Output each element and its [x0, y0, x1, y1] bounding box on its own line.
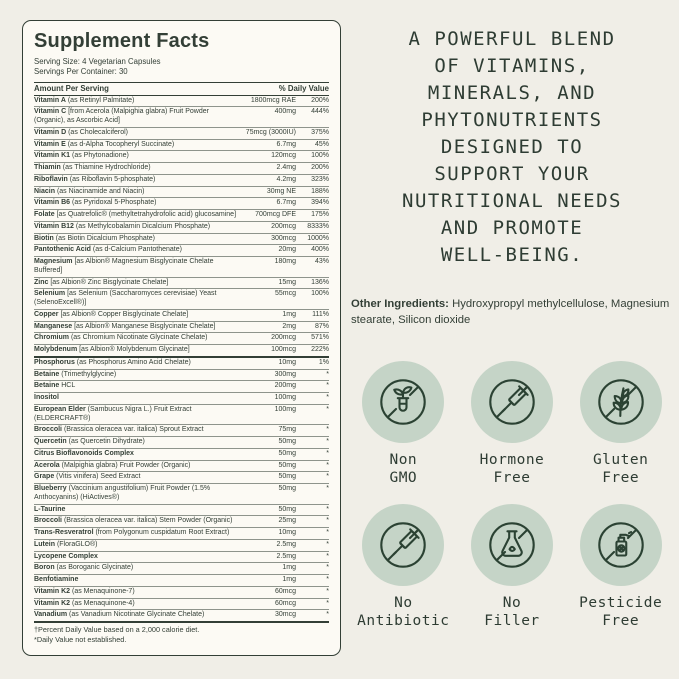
- table-row: [34, 127, 329, 139]
- table-row: [34, 356, 329, 369]
- ingredient-daily-value: 200%: [311, 96, 329, 104]
- ingredient-name: Thiamin (as Thiamine Hydrochloride): [34, 164, 151, 172]
- table-row: [34, 424, 329, 436]
- ingredient-name: Broccoli (Brassica oleracea var. italica) Stem Powder (Organic): [34, 517, 233, 525]
- table-row: [34, 539, 329, 551]
- badge-label: Hormone Free: [479, 451, 545, 487]
- ingredient-amount: 60mcg: [274, 587, 296, 595]
- ingredient-amount: 25mg: [278, 517, 296, 525]
- ingredient-amount: 30mg NE: [266, 187, 296, 195]
- ingredient-amount: 15mg: [278, 278, 296, 286]
- table-header: [34, 82, 329, 96]
- ingredient-amount: 4.2mg: [276, 175, 296, 183]
- ingredient-amount: 1mg: [282, 576, 296, 584]
- wheat-icon: [580, 361, 662, 443]
- ingredient-name: Quercetin (as Quercetin Dihydrate): [34, 438, 145, 446]
- table-row: [34, 448, 329, 460]
- table-row: [34, 106, 329, 127]
- other-ingredients-text: Hydroxypropyl methylcellulose, Magnesium stearate, Silicon dioxide: [351, 297, 670, 326]
- footnote-not-established: *Daily Value not established.: [34, 634, 127, 644]
- ingredient-amount: 300mg: [274, 370, 296, 378]
- ingredient-amount: 1mg: [282, 564, 296, 572]
- ingredient-name: Grape (Vitis vinifera) Seed Extract: [34, 473, 141, 481]
- table-row: [34, 277, 329, 289]
- headline-line: MINERALS, AND: [427, 81, 597, 104]
- table-row: [34, 309, 329, 321]
- table-row: [34, 197, 329, 209]
- ingredient-daily-value: 100%: [311, 290, 329, 298]
- ingredient-amount: 300mcg: [271, 234, 296, 242]
- ingredient-name: Vitamin C [from Acerola (Malpighia glabra) Fruit Powder (Organic), as Ascorbic Acid]: [34, 108, 209, 125]
- ingredient-daily-value: 323%: [311, 175, 329, 183]
- headline-line: AND PROMOTE: [440, 216, 584, 239]
- ingredient-name: Lycopene Complex: [34, 552, 98, 560]
- table-row: [34, 586, 329, 598]
- table-row: [34, 483, 329, 504]
- ingredient-daily-value: 1000%: [307, 234, 329, 242]
- ingredient-name: Phosphorus (as Phosphorus Amino Acid Chelate): [34, 358, 191, 366]
- ingredient-name: Manganese [as Albion® Manganese Bisglycinate Chelate]: [34, 322, 216, 330]
- ingredient-amount: 200mcg: [271, 222, 296, 230]
- table-row: [34, 609, 329, 621]
- ingredient-name: Selenium [as Selenium (Saccharomyces cerevisiae) Yeast (SelenoExcell®)]: [34, 290, 217, 307]
- ingredient-daily-value: *: [326, 370, 329, 378]
- ingredient-amount: 50mg: [278, 438, 296, 446]
- ingredient-amount: 6.7mg: [276, 199, 296, 207]
- table-row: [34, 404, 329, 425]
- other-ingredients: [351, 296, 673, 328]
- headline-line: OF VITAMINS,: [434, 54, 590, 77]
- table-row: [34, 380, 329, 392]
- table-row: [34, 551, 329, 563]
- ingredient-amount: 2mg: [282, 322, 296, 330]
- ingredient-daily-value: *: [326, 438, 329, 446]
- ingredient-daily-value: *: [326, 517, 329, 525]
- spray-bottle-icon: [580, 504, 662, 586]
- ingredient-daily-value: 100%: [311, 152, 329, 160]
- ingredient-daily-value: *: [326, 394, 329, 402]
- badge-no-antibiotic: [357, 504, 449, 631]
- ingredient-name: Chromium (as Chromium Nicotinate Glycinate Chelate): [34, 334, 208, 342]
- footnote-daily-value: †Percent Daily Value based on a 2,000 calorie diet.: [34, 625, 200, 635]
- ingredient-daily-value: 444%: [311, 108, 329, 116]
- ingredient-amount: 55mcg: [274, 290, 296, 298]
- ingredient-amount: 10mg: [278, 529, 296, 537]
- ingredient-amount: 50mg: [278, 449, 296, 457]
- table-row: [34, 460, 329, 472]
- ingredient-amount: 200mg: [274, 382, 296, 390]
- table-row: [34, 162, 329, 174]
- ingredient-amount: 100mg: [274, 405, 296, 413]
- badge-grid: [349, 361, 675, 631]
- ingredient-amount: 75mcg (3000IU): [245, 128, 296, 136]
- ingredient-amount: 6.7mg: [276, 140, 296, 148]
- flask-icon: [471, 504, 553, 586]
- table-row: [34, 527, 329, 539]
- ingredient-name: Betaine (Trimethylglycine): [34, 370, 117, 378]
- table-row: [34, 574, 329, 586]
- badge-no-filler: [471, 504, 553, 631]
- ingredient-amount: 2.5mg: [276, 552, 296, 560]
- ingredient-name: Acerola (Malpighia glabra) Fruit Powder (Organic): [34, 461, 191, 469]
- ingredient-daily-value: *: [326, 611, 329, 619]
- ingredient-amount: 1mg: [282, 310, 296, 318]
- ingredient-name: Trans-Resveratrol (from Polygonum cuspidatum Root Extract): [34, 529, 230, 537]
- table-row: [34, 186, 329, 198]
- table-row: [34, 369, 329, 381]
- ingredient-amount: 100mcg: [271, 346, 296, 354]
- ingredient-name: Lutein (FloraGLO®): [34, 540, 98, 548]
- ingredient-daily-value: 1%: [318, 358, 329, 366]
- ingredient-name: Vitamin K1 (as Phytonadione): [34, 152, 129, 160]
- ingredient-amount: 400mg: [274, 108, 296, 116]
- ingredient-amount: 700mcg DFE: [255, 211, 296, 219]
- ingredient-daily-value: 400%: [311, 246, 329, 254]
- ingredient-name: Vitamin B6 (as Pyridoxal 5-Phosphate): [34, 199, 157, 207]
- ingredient-amount: 50mg: [278, 461, 296, 469]
- table-row: [34, 244, 329, 256]
- ingredient-name: Vitamin K2 (as Menaquinone-7): [34, 587, 135, 595]
- table-row: [34, 233, 329, 245]
- ingredient-daily-value: 45%: [314, 140, 329, 148]
- ingredient-amount: 1800mcg RAE: [250, 96, 296, 104]
- other-ingredients-label: Other Ingredients:: [351, 297, 449, 310]
- ingredient-daily-value: *: [326, 485, 329, 493]
- ingredient-name: Vitamin D (as Cholecalciferol): [34, 128, 129, 136]
- table-row: [34, 515, 329, 527]
- badge-label: No Antibiotic: [357, 594, 450, 630]
- ingredient-name: Benfotiamine: [34, 576, 79, 584]
- headline-line: WELL-BEING.: [440, 243, 584, 266]
- ingredient-daily-value: *: [326, 587, 329, 595]
- ingredient-daily-value: 136%: [311, 278, 329, 286]
- table-row: [34, 344, 329, 356]
- ingredient-name: Citrus Bioflavonoids Complex: [34, 449, 134, 457]
- ingredient-name: Betaine HCL: [34, 382, 76, 390]
- headline-line: A POWERFUL BLEND: [408, 28, 616, 50]
- ingredient-daily-value: 200%: [311, 164, 329, 172]
- table-row: [34, 471, 329, 483]
- table-row: [34, 221, 329, 233]
- ingredient-amount: 20mg: [278, 246, 296, 254]
- ingredient-amount: 120mcg: [271, 152, 296, 160]
- table-row: [34, 174, 329, 186]
- ingredient-amount: 10mg: [278, 358, 296, 366]
- ingredient-amount: 50mg: [278, 473, 296, 481]
- ingredient-name: Copper [as Albion® Copper Bisglycinate Chelate]: [34, 310, 189, 318]
- ingredient-daily-value: 87%: [314, 322, 329, 330]
- ingredient-daily-value: *: [326, 505, 329, 513]
- ingredient-daily-value: 43%: [314, 258, 329, 266]
- ingredient-name: Vitamin K2 (as Menaquinone-4): [34, 599, 135, 607]
- ingredient-daily-value: *: [326, 529, 329, 537]
- ingredient-amount: 180mg: [274, 258, 296, 266]
- servings-per-container: Servings Per Container: 30: [34, 67, 128, 77]
- ingredient-amount: 50mg: [278, 485, 296, 493]
- ingredient-name: European Elder (Sambucus Nigra L.) Fruit Extract (ELDERCRAFT®): [34, 405, 192, 422]
- ingredient-name: Biotin (as Biotin Dicalcium Phosphate): [34, 234, 155, 242]
- badge-non-gmo: [362, 361, 444, 488]
- ingredient-amount: 2.4mg: [276, 164, 296, 172]
- ingredient-daily-value: 175%: [311, 211, 329, 219]
- ingredient-name: Vanadium (as Vanadium Nicotinate Glycinate Chelate): [34, 611, 205, 619]
- badge-gluten-free: [580, 361, 662, 488]
- headline-line: PHYTONUTRIENTS: [421, 108, 603, 131]
- ingredient-name: Riboflavin (as Riboflavin 5-phosphate): [34, 175, 156, 183]
- badge-pesticide-free: [579, 504, 662, 631]
- ingredient-amount: 60mcg: [274, 599, 296, 607]
- supplement-facts-panel: [22, 20, 341, 656]
- serving-size: Serving Size: 4 Vegetarian Capsules: [34, 57, 161, 66]
- table-row: [34, 598, 329, 610]
- table-row: [34, 139, 329, 151]
- ingredient-name: Boron (as Boroganic Glycinate): [34, 564, 134, 572]
- ingredient-daily-value: 8333%: [307, 222, 329, 230]
- ingredient-daily-value: *: [326, 564, 329, 572]
- supplement-rows: [34, 96, 329, 622]
- ingredient-name: Vitamin E (as d-Alpha Tocopheryl Succinate): [34, 140, 175, 148]
- badge-label: No Filler: [484, 594, 540, 630]
- table-row: [34, 562, 329, 574]
- ingredient-name: Vitamin A (as Retinyl Palmitate): [34, 96, 135, 104]
- ingredient-daily-value: *: [326, 461, 329, 469]
- ingredient-amount: 50mg: [278, 505, 296, 513]
- ingredient-daily-value: *: [326, 552, 329, 560]
- ingredient-name: Niacin (as Niacinamide and Niacin): [34, 187, 145, 195]
- headline-line: NUTRITIONAL NEEDS: [402, 189, 622, 212]
- syringe-icon: [362, 504, 444, 586]
- badge-label: Pesticide Free: [579, 594, 663, 630]
- table-row: [34, 436, 329, 448]
- ingredient-name: Molybdenum [as Albion® Molybdenum Glycinate]: [34, 346, 190, 354]
- ingredient-name: Broccoli (Brassica oleracea var. italica) Sprout Extract: [34, 426, 204, 434]
- headline-line: SUPPORT YOUR: [434, 162, 590, 185]
- ingredient-daily-value: 394%: [311, 199, 329, 207]
- syringe-icon: [471, 361, 553, 443]
- ingredient-daily-value: *: [326, 540, 329, 548]
- ingredient-daily-value: *: [326, 576, 329, 584]
- badge-hormone-free: [471, 361, 553, 488]
- table-row: [34, 150, 329, 162]
- ingredient-name: Vitamin B12 (as Methylcobalamin Dicalcium Phosphate): [34, 222, 211, 230]
- ingredient-daily-value: *: [326, 473, 329, 481]
- table-row: [34, 504, 329, 516]
- ingredient-daily-value: 111%: [312, 310, 329, 318]
- supplement-facts-title: Supplement Facts: [34, 30, 210, 52]
- column-amount-per-serving: Amount Per Serving: [34, 84, 109, 94]
- badge-label: Gluten Free: [592, 451, 649, 487]
- table-row: [34, 256, 329, 277]
- ingredient-amount: 75mg: [278, 426, 296, 434]
- ingredient-name: Magnesium [as Albion® Magnesium Bisglycinate Chelate Buffered]: [34, 258, 214, 274]
- table-row: [34, 288, 329, 309]
- ingredient-daily-value: *: [326, 426, 329, 434]
- headline: [349, 26, 675, 269]
- table-row: [34, 321, 329, 333]
- ingredient-daily-value: *: [326, 449, 329, 457]
- ingredient-daily-value: *: [326, 599, 329, 607]
- badge-label: Non GMO: [389, 451, 418, 487]
- column-daily-value: % Daily Value: [278, 84, 329, 94]
- ingredient-daily-value: *: [326, 382, 329, 390]
- ingredient-name: Pantothenic Acid (as d-Calcium Pantothenate): [34, 246, 182, 254]
- footnotes: [34, 621, 329, 644]
- ingredient-amount: 2.5mg: [276, 540, 296, 548]
- headline-line: DESIGNED TO: [440, 135, 584, 158]
- table-row: [34, 209, 329, 221]
- ingredient-name: Zinc [as Albion® Zinc Bisglycinate Chelate]: [34, 278, 169, 286]
- ingredient-daily-value: 222%: [311, 346, 329, 354]
- ingredient-name: L-Taurine: [34, 505, 66, 513]
- ingredient-name: Inositol: [34, 394, 59, 402]
- ingredient-amount: 200mcg: [271, 334, 296, 342]
- ingredient-daily-value: 375%: [311, 128, 329, 136]
- ingredient-amount: 30mcg: [274, 611, 296, 619]
- marketing-column: [345, 0, 679, 679]
- ingredient-amount: 100mg: [274, 394, 296, 402]
- ingredient-daily-value: 571%: [311, 334, 329, 342]
- ingredient-name: Folate [as Quatrefolic® (methyltetrahydrofolic acid) glucosamine]: [34, 211, 237, 219]
- table-row: [34, 332, 329, 344]
- ingredient-daily-value: 188%: [311, 187, 329, 195]
- ingredient-name: Blueberry (Vaccinium angustifolium) Fruit Powder (1.5% Anthocyanins) (HiActives®): [34, 485, 211, 501]
- table-row: [34, 392, 329, 404]
- table-row: [34, 96, 329, 107]
- ingredient-daily-value: *: [326, 405, 329, 413]
- test-tube-plant-icon: [362, 361, 444, 443]
